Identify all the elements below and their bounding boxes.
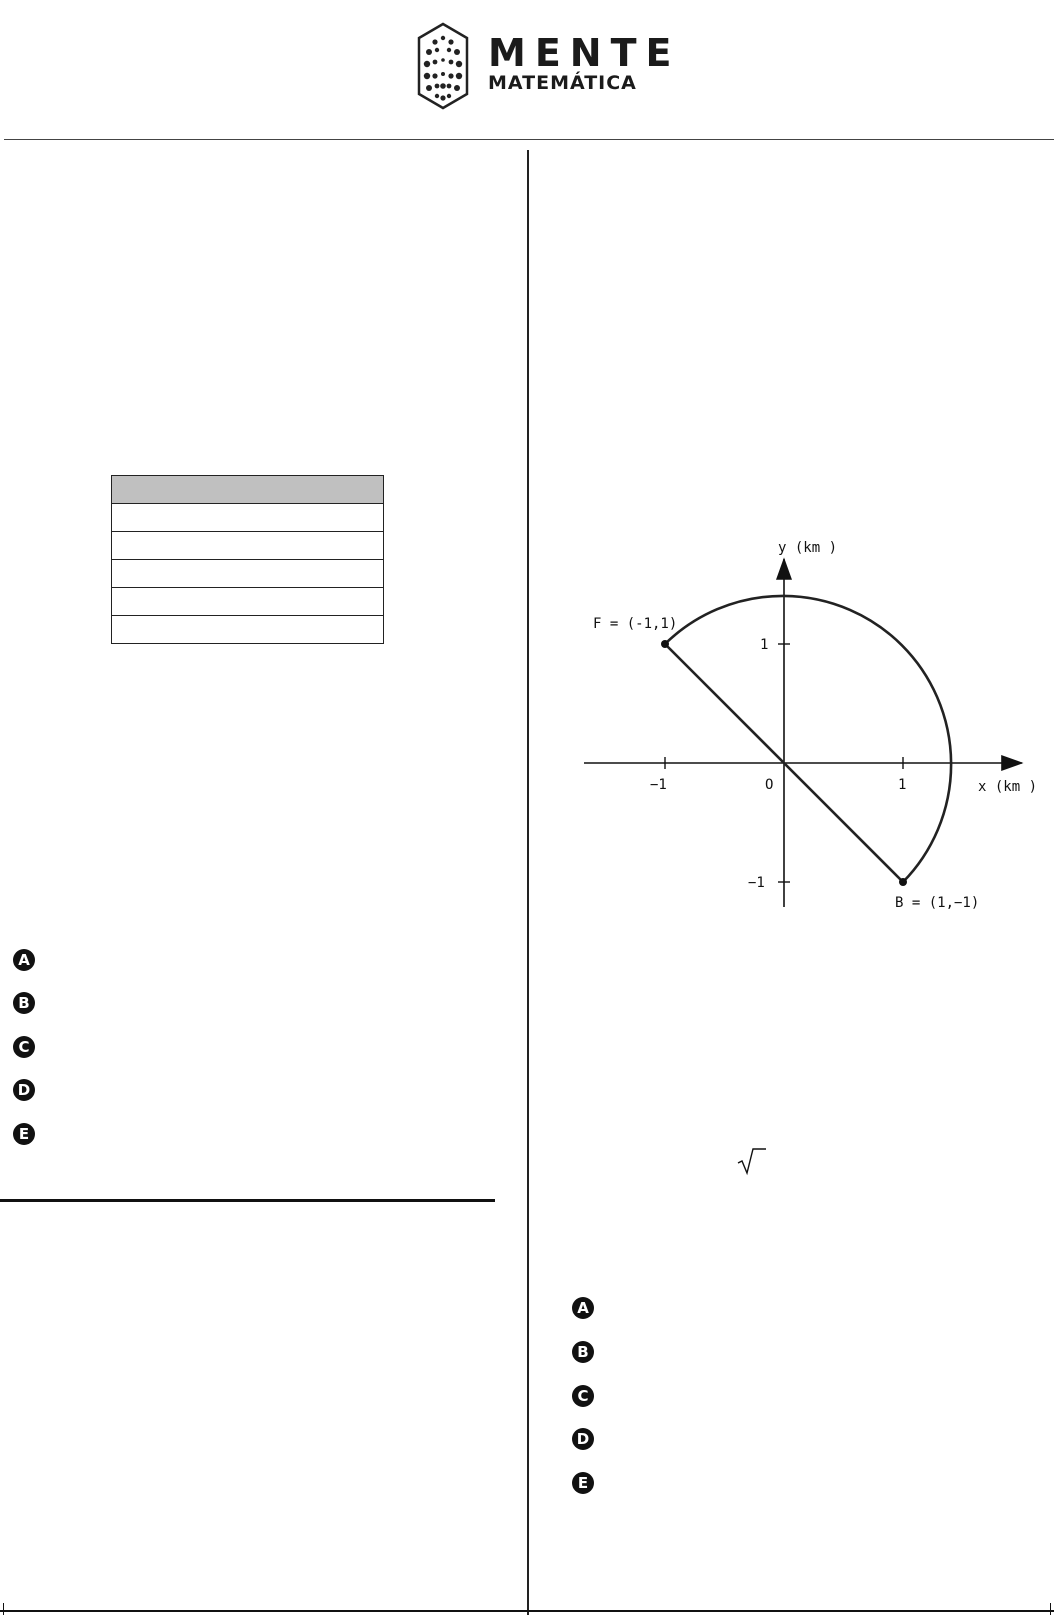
data-table bbox=[111, 475, 384, 644]
table-header-cell bbox=[112, 476, 384, 504]
x-tick-label-1: 1 bbox=[898, 777, 907, 793]
option-a-icon[interactable]: A bbox=[13, 949, 35, 971]
table-cell bbox=[112, 532, 384, 560]
table-cell bbox=[112, 560, 384, 588]
option-d-icon[interactable]: D bbox=[572, 1428, 594, 1450]
logo-subtitle-text: MATEMÁTICA bbox=[488, 72, 637, 94]
logo-brand-text: MENTE bbox=[488, 31, 681, 75]
section-divider bbox=[0, 1199, 495, 1202]
y-tick-label-1: 1 bbox=[760, 637, 769, 653]
table-row bbox=[112, 616, 384, 644]
table-row bbox=[112, 532, 384, 560]
square-root-symbol bbox=[736, 1146, 766, 1176]
column-divider bbox=[527, 150, 529, 1615]
y-axis-label: y (km ) bbox=[778, 540, 838, 556]
option-e-icon[interactable]: E bbox=[13, 1123, 35, 1145]
option-b-icon[interactable]: B bbox=[572, 1341, 594, 1363]
table-header-row bbox=[112, 476, 384, 504]
option-e-icon[interactable]: E bbox=[572, 1472, 594, 1494]
table-row bbox=[112, 560, 384, 588]
table-cell bbox=[112, 504, 384, 532]
point-f bbox=[661, 640, 669, 648]
point-f-label: F = (-1,1) bbox=[593, 616, 678, 632]
header-divider bbox=[4, 139, 1054, 140]
point-b-label: B = (1,−1) bbox=[895, 895, 980, 911]
table-row bbox=[112, 588, 384, 616]
origin-label: O bbox=[765, 777, 774, 793]
y-tick-label-neg1: −1 bbox=[748, 875, 765, 891]
table-cell bbox=[112, 616, 384, 644]
point-b bbox=[899, 878, 907, 886]
option-a-icon[interactable]: A bbox=[572, 1297, 594, 1319]
arc-fb bbox=[665, 596, 951, 882]
option-d-icon[interactable]: D bbox=[13, 1079, 35, 1101]
table-row bbox=[112, 504, 384, 532]
footer-tick-left bbox=[3, 1603, 4, 1615]
option-c-icon[interactable]: C bbox=[572, 1385, 594, 1407]
x-tick-label-neg1: −1 bbox=[650, 777, 667, 793]
footer-tick-right bbox=[1050, 1603, 1051, 1615]
footer-divider bbox=[0, 1610, 1054, 1612]
x-axis-label: x (km ) bbox=[978, 779, 1038, 795]
coordinate-graph bbox=[580, 535, 1038, 915]
option-b-icon[interactable]: B bbox=[13, 992, 35, 1014]
table-cell bbox=[112, 588, 384, 616]
option-c-icon[interactable]: C bbox=[13, 1036, 35, 1058]
